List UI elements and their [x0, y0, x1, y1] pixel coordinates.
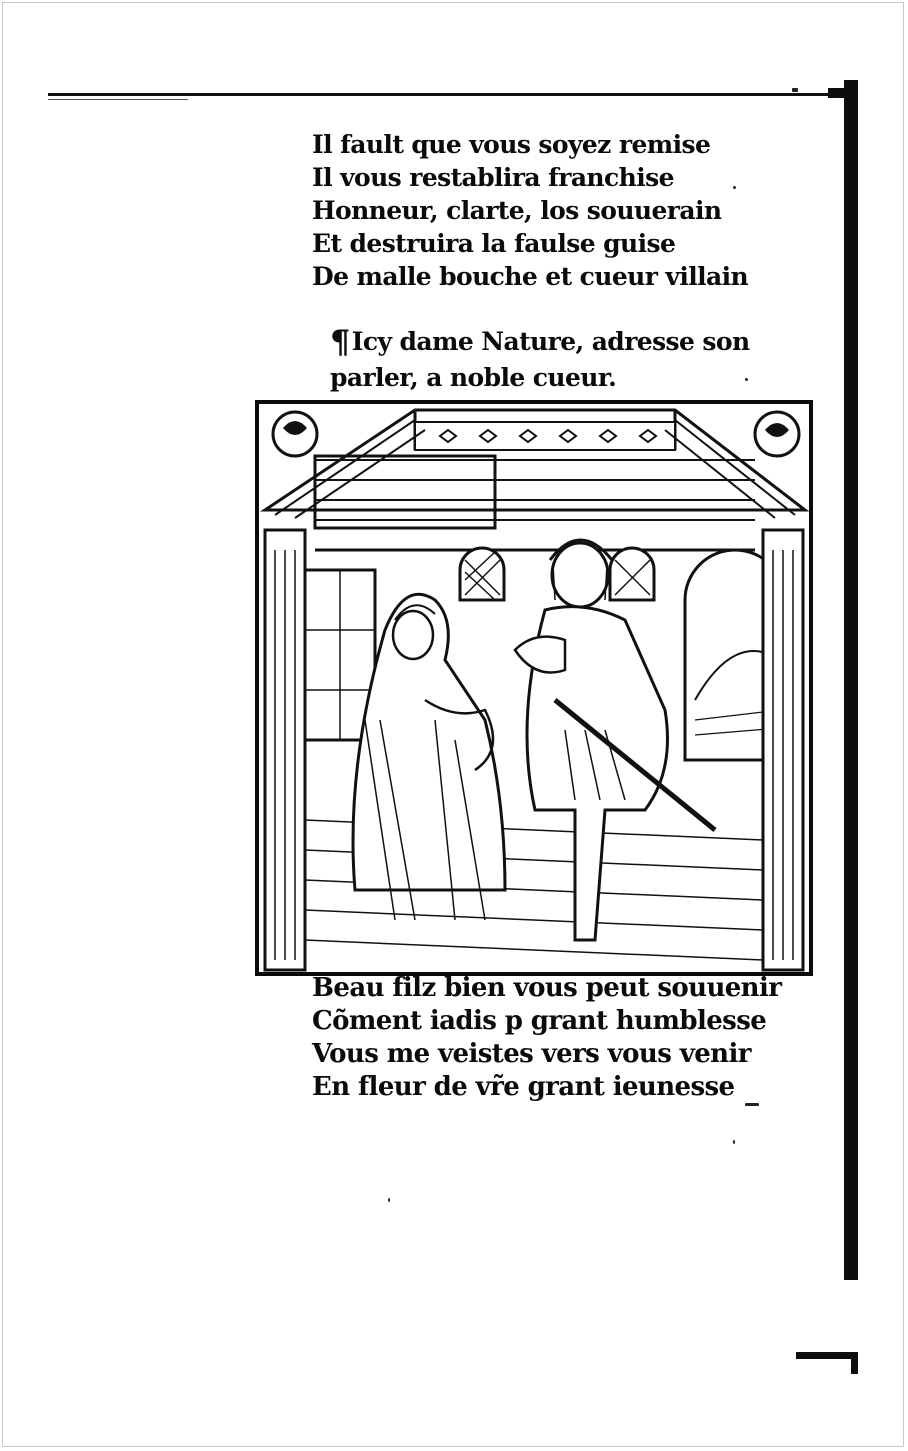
verse-line: Il fault que vous soyez remise: [312, 130, 711, 159]
top-rule-thin: [48, 99, 188, 100]
corner-mark: [796, 1346, 862, 1396]
ink-speck: [388, 1198, 390, 1202]
pilcrow-icon: ¶: [330, 323, 350, 361]
woodcut-illustration: [255, 400, 813, 976]
verse-line: Cõment iadis p grant humblesse: [312, 1006, 767, 1036]
verse-bottom: [312, 972, 781, 1104]
verse-top: [312, 128, 748, 293]
page-edge-bar: [828, 80, 862, 1280]
rubric-text: Icy dame Nature, adresse son: [351, 327, 750, 356]
verse-line: De malle bouche et cueur villain: [312, 262, 749, 291]
verse-line: En fleur de vr̃e grant ieunesse: [312, 1072, 735, 1102]
rubric-line-2: parler, a noble cueur.: [330, 363, 617, 392]
verse-line: Vous me veistes vers vous venir: [312, 1039, 751, 1069]
verse-line: Beau filz bien vous peut souuenir: [312, 973, 782, 1003]
verse-line: Honneur, clarte, los souuerain: [312, 196, 722, 225]
verse-line: Et destruira la faulse guise: [312, 229, 676, 258]
ink-speck: [792, 88, 798, 92]
ink-speck: [745, 1103, 759, 1106]
rubric: [330, 324, 750, 395]
ink-speck: [733, 1140, 735, 1144]
ink-speck: [733, 186, 736, 189]
top-rule: [48, 93, 828, 96]
ink-speck: [745, 378, 748, 381]
verse-line: Il vous restablira franchise: [312, 163, 674, 192]
rubric-line-1: [330, 324, 750, 360]
